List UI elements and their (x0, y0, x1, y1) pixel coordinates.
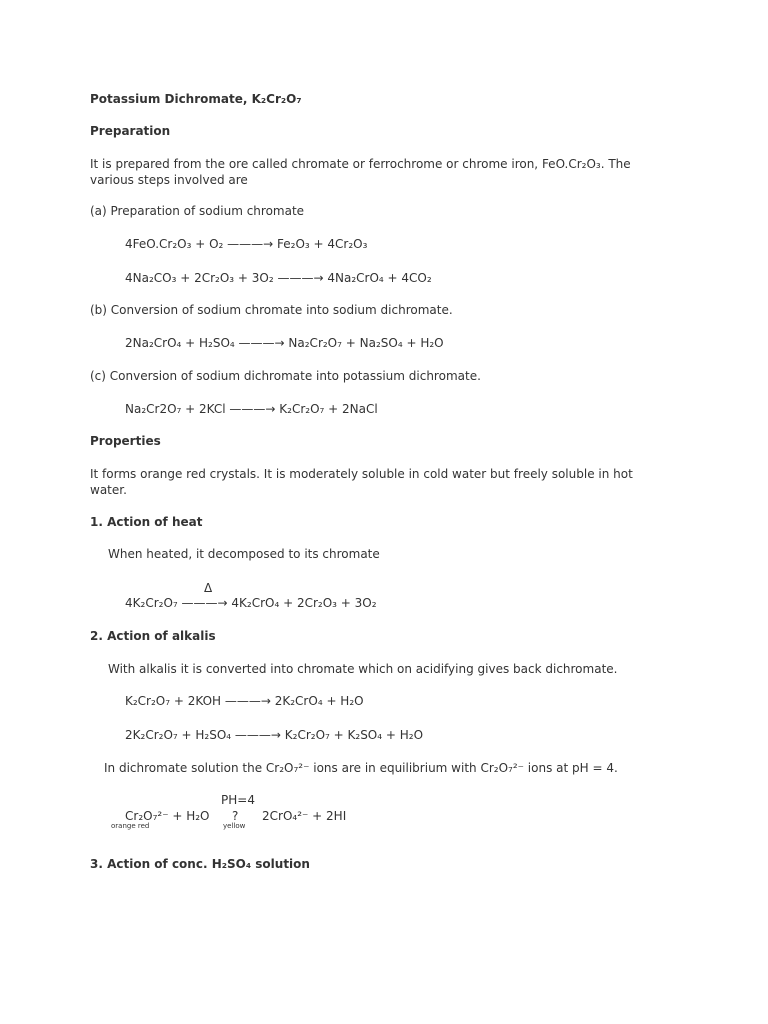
step-b-label: (b) Conversion of sodium chromate into sodium dichromate. (90, 303, 453, 317)
section-heading-properties: Properties (90, 434, 161, 448)
label-yellow: yellow (223, 822, 246, 830)
equation: 4Na₂CO₃ + 2Cr₂O₃ + 3O₂ ———→ 4Na₂CrO₄ + 4CO₂ (125, 271, 432, 285)
paragraph-line: With alkalis it is converted into chromate which on acidifying gives back dichromate. (108, 662, 618, 676)
equilibrium-arrow: ? (232, 809, 239, 823)
ph-label: PH=4 (221, 793, 255, 807)
section-heading-alkalis: 2. Action of alkalis (90, 629, 216, 643)
page-title: Potassium Dichromate, K₂Cr₂O₇ (90, 92, 302, 106)
equation-left: Cr₂O₇²⁻ + H₂O (125, 809, 210, 823)
section-heading-preparation: Preparation (90, 124, 171, 138)
equation-right: 2CrO₄²⁻ + 2HI (262, 809, 347, 823)
equation: 4K₂Cr₂O₇ ———→ 4K₂CrO₄ + 2Cr₂O₃ + 3O₂ (125, 596, 377, 610)
equation: 2K₂Cr₂O₇ + H₂SO₄ ———→ K₂Cr₂O₇ + K₂SO₄ + H₂O (125, 728, 424, 742)
paragraph-line: It is prepared from the ore called chromate or ferrochrome or chrome iron, FeO.Cr₂O₃. The (90, 157, 631, 171)
paragraph-line: It forms orange red crystals. It is moderately soluble in cold water but freely soluble in hot (90, 467, 633, 481)
step-a-label: (a) Preparation of sodium chromate (90, 204, 305, 218)
step-c-label: (c) Conversion of sodium dichromate into potassium dichromate. (90, 369, 481, 383)
equation: Na₂Cr2O₇ + 2KCl ———→ K₂Cr₂O₇ + 2NaCl (125, 402, 378, 416)
equation: 2Na₂CrO₄ + H₂SO₄ ———→ Na₂Cr₂O₇ + Na₂SO₄ + H₂O (125, 336, 444, 350)
paragraph-line: When heated, it decomposed to its chromate (108, 547, 380, 561)
label-orange-red: orange red (111, 822, 150, 830)
paragraph-line: In dichromate solution the Cr₂O₇²⁻ ions are in equilibrium with Cr₂O₇²⁻ ions at pH = 4. (104, 761, 618, 775)
paragraph-line: various steps involved are (90, 173, 248, 187)
paragraph-line: water. (90, 483, 127, 497)
section-heading-heat: 1. Action of heat (90, 515, 203, 529)
section-heading-conc: 3. Action of conc. H₂SO₄ solution (90, 857, 310, 871)
equation: K₂Cr₂O₇ + 2KOH ———→ 2K₂CrO₄ + H₂O (125, 694, 364, 708)
equation: 4FeO.Cr₂O₃ + O₂ ———→ Fe₂O₃ + 4Cr₂O₃ (125, 237, 368, 251)
delta-symbol: Δ (204, 581, 213, 595)
